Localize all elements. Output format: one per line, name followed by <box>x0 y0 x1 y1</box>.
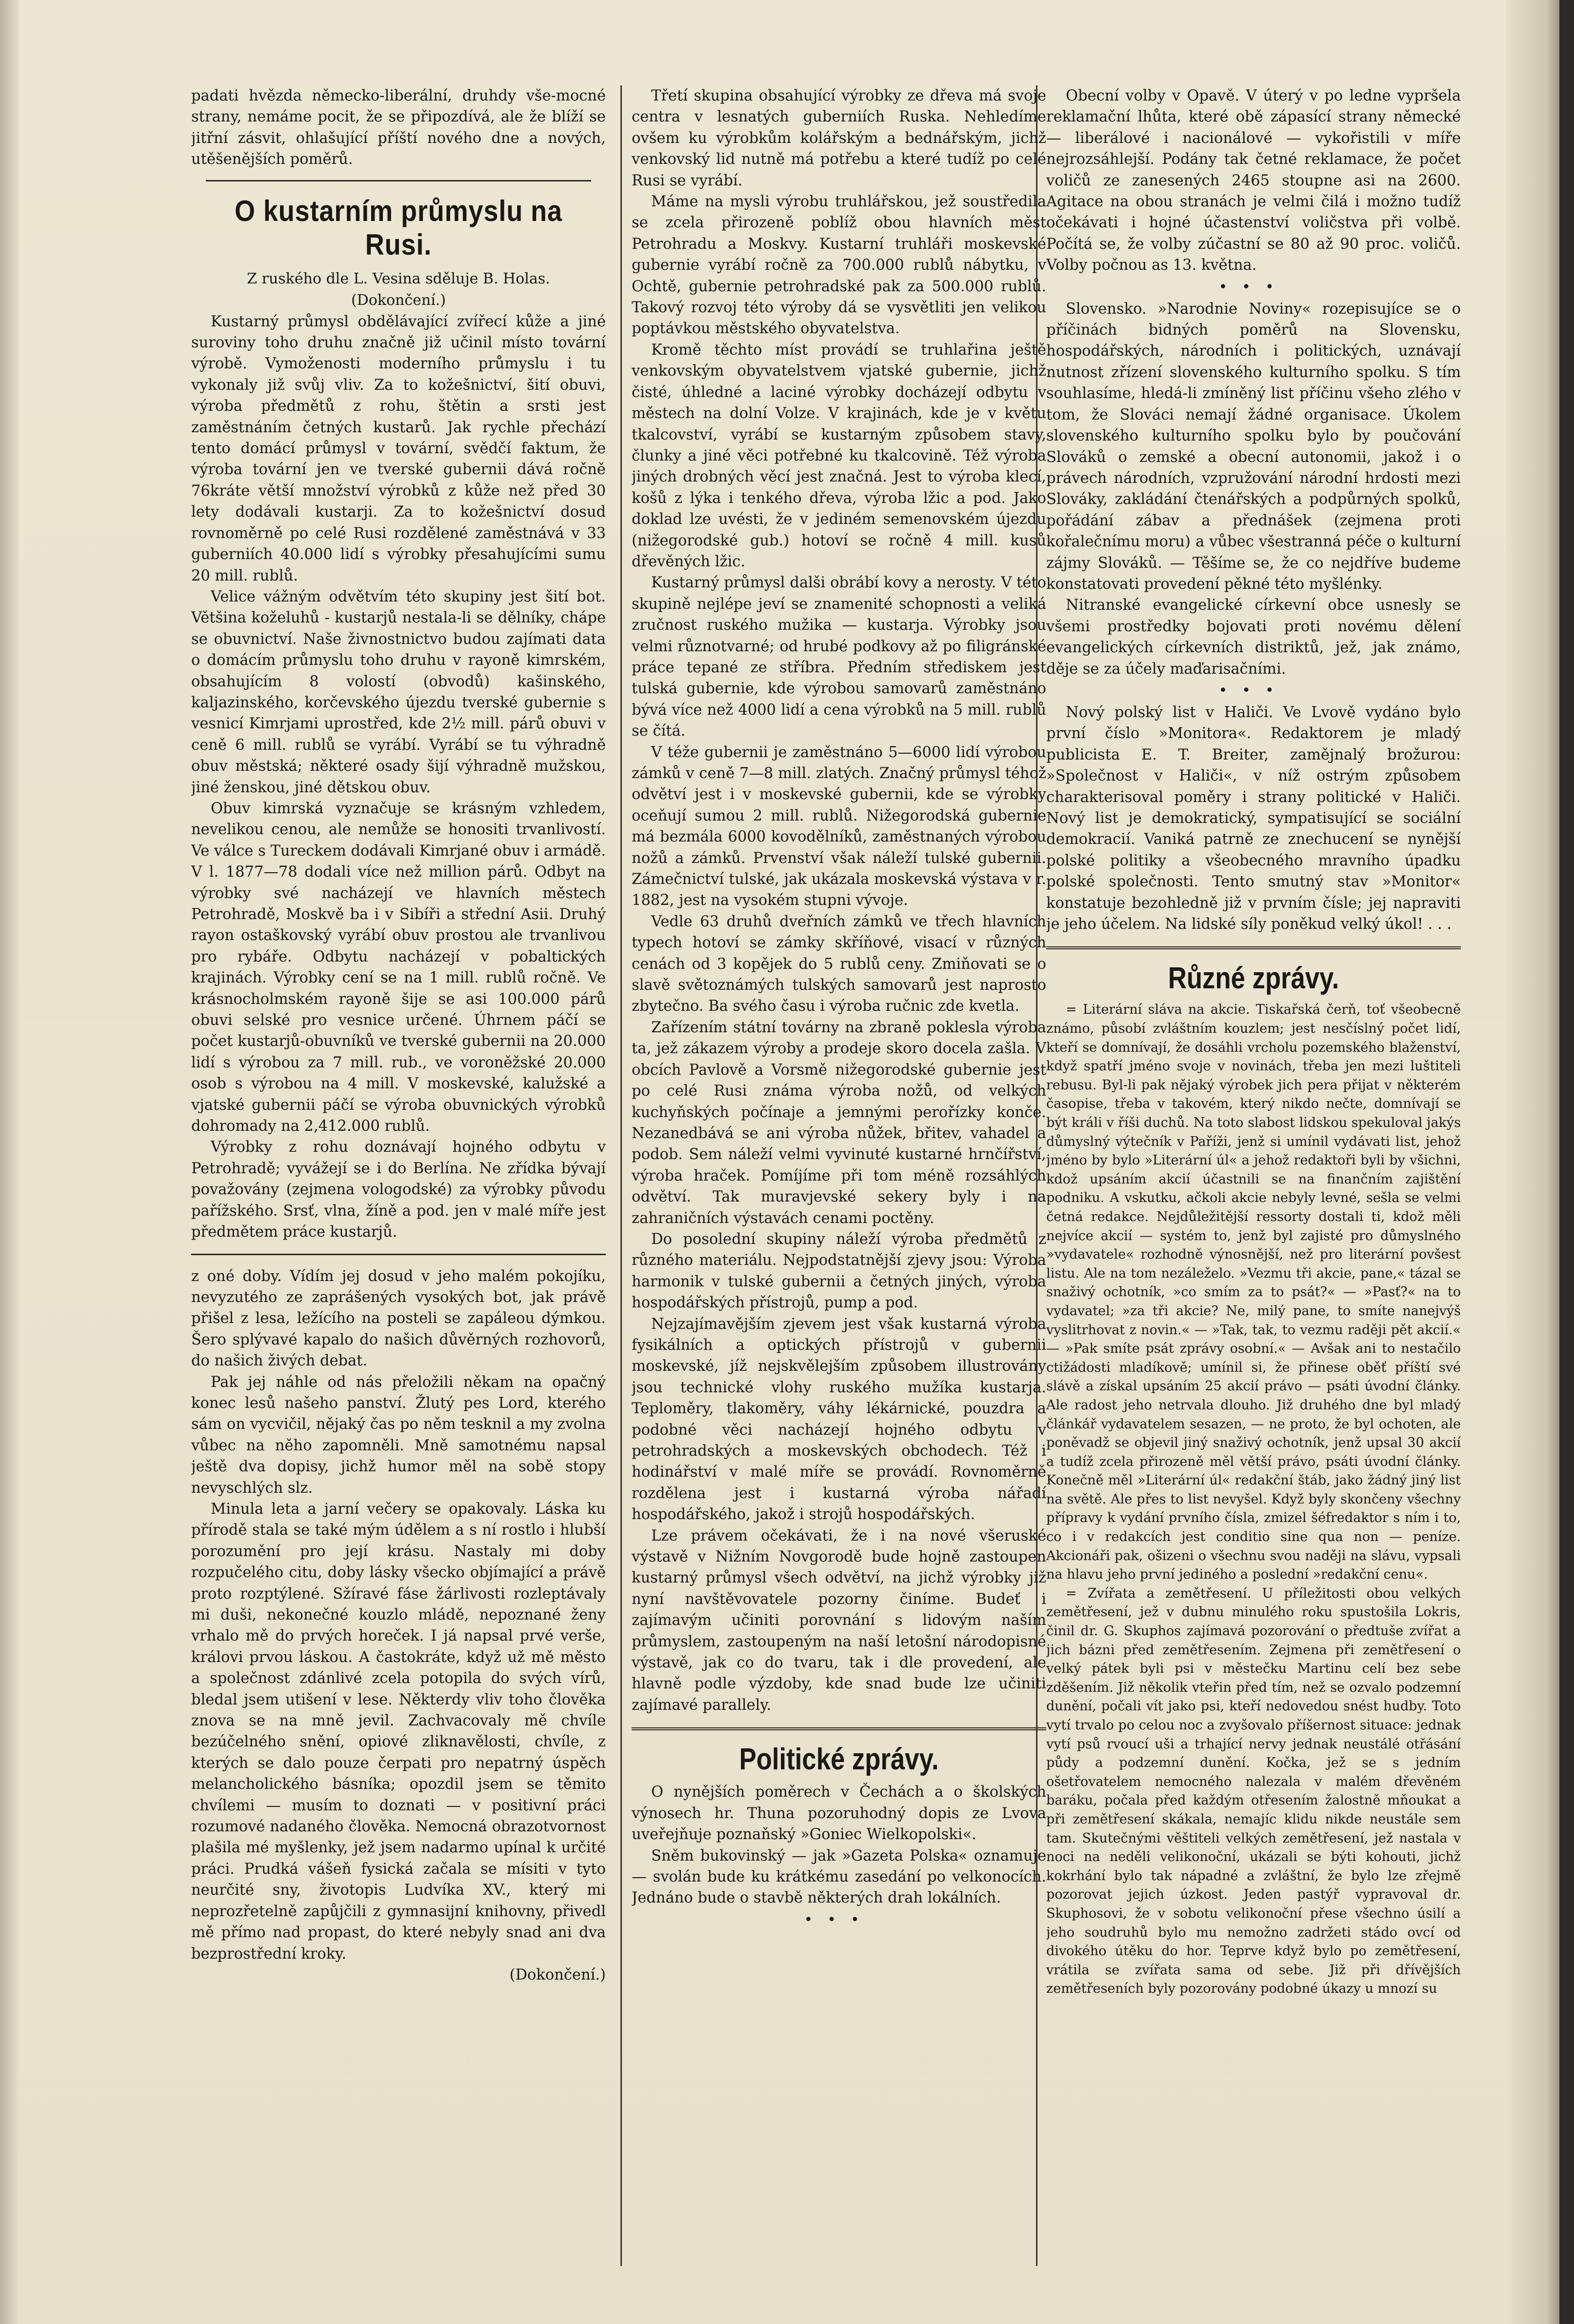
binding-spine <box>1559 0 1574 2324</box>
paragraph: V téže gubernii je zaměstnáno 5—6000 lidí výrobou zámků v ceně 7—8 mill. zlatých. Značný průmysl téhož odvětví jest i v moskevské gubernii, kde se výrobky oceňují sumou 2 mill. rublů. Nižegorodská gubernie má bezmála 6000 kovodělníků, zaměstnaných výrobou nožů a zámků. Prvenství však náleží tulské gubernii. Zámečnictví tulské, jak ukázala moskevská výstava v r. 1882, jest na vysokém stupni vývoje. <box>632 743 1046 909</box>
paragraph: O nynějších poměrech v Čechách a o školských výnosech hr. Thuna pozoruhodný dopis ze Lvova uveřejňuje poznaňský »Goniec Wielkopolski«. <box>632 1783 1046 1843</box>
column-divider <box>620 85 622 2266</box>
paragraph: z oné doby. Vídím jej dosud v jeho malém pokojíku, nevyzutého ze zaprášených vysokých bot, jak právě přišel z lesa, ležícího na posteli se zapáleou dýmkou. Šero splývavé kapalo do našich důvěrných rozhovorů, do našich živých debat. <box>191 1267 606 1370</box>
article-continuation: (Dokončení.) <box>351 291 446 309</box>
paragraph: Pak jej náhle od nás přeložili někam na opačný konec lesů našeho panství. Žlutý pes Lord, kterého sám on vycvičil, nějaký čas po něm tesknil a my zvolna vůbec na něho zapomněli. Mně samotnému napsal ještě dva dopisy, jichž humor měl na sobě stopy nevyschlých slz. <box>191 1373 606 1497</box>
paragraph: Kustarný průmysl dalši obrábí kovy a nerosty. V této skupině nejlépe jeví se znamenité schopnosti a veliká zručnost ruského mužika — kustarja. Výrobky jsou velmi různotvarné; od hrubé podkovy až po filigránské práce tepané ze stříbra. Předním střediskem jest tulská gubernie, kde výrobou samovarů zaměstnáno bývá více než 4000 lidí a cena výrobků na 5 mill. rublů se čítá. <box>632 574 1046 740</box>
paragraph: Nový polský list v Haliči. Ve Lvově vydáno bylo první číslo »Monitora«. Redaktorem je mladý publicista E. T. Breiter, zamějnalý brožurou: »Společnost v Haliči«, v níž ostrým způsobem charakterisoval poměry i strany politické v Haliči. Nový list je demokratický, sympatisující se sociální demokracií. Vaniká patrně ze znechucení se nynější polské politiky a všeobecného mravního úpadku polské společnosti. Tento smutný stav »Monitor« konstatuje bezohledně již v prvním čísle; jej napraviti je jeho účelem. Na lidské síly poněkud velký úkol! . . . <box>1046 703 1461 933</box>
paragraph: = Zvířata a zemětřesení. U příležitosti obou velkých zemětřesení, jež v dubnu minulého roku spustošila Lokris, činil dr. G. Skuphos zajímavá pozorování o předtuše zvířat a jich bázni před zemětřesením. Zejmena při zemětřesení o velký pátek byli psi v městečku Martinu celí bez sebe zděšením. Již několik vteřin před tím, než se ozvalo podzemní dunění, počali vít jako psi, kteří nedovedou snést hudby. Toto vytí trvalo po celou noc a zvyšovalo příšernost situace: jednak vytí psů rvoucí uši a trhající nervy jednak neustálé otřásání půdy a podzemní dunění. Kočka, jež se s jedním ošetřovatelem nemocného nalezala v malém dřevěném baráku, počala před každým otřesením žalostně mňoukat a při zemětřesení skákala, nemajíc klidu nikde neustále sem tam. Skutečnými věštiteli velkých zemětřesení, jež nastala v noci na neděli velikonoční, ukázali se býti kohouti, jichž kokrhání bylo tak nápadné a zvláštní, že bylo lze zřejmě pozorovat jejich úzkost. Jeden pastýř vypravoval dr. Skuphosovi, že v sobotu velikonoční přese všechno úsilí a jeho soudruhů bylo mu nemožno zadržeti stádo ovcí od divokého útěku do hor. Teprve když bylo po zemětřesení, vrátila se zvířata sama od sebe. Již při dřívějších zemětřeseních byly pozorovány podobné úkazy u mnozí su <box>1046 1585 1461 1997</box>
paragraph: Do posolední skupiny náleží výroba předmětů z různého materiálu. Nejpodstatnější zjevy jsou: Výroba harmonik v tulské gubernii a četných jiných, výroba hospodářských přístrojů, pump a pod. <box>632 1230 1046 1312</box>
paragraph: Velice vážným odvětvím této skupiny jest šití bot. Většina koželuhů - kustarjů nestala-li se dělníky, chápe se obuvnictví. Naše živnostnictvo budou zajímati data o domácím průmyslu toho druhu v rayoně kimrském, obsahujícím 8 volostí (obvodů) kašinského, kaljazinského, korčevského újezdu tverské gubernie s vesnicí Kimrjami uprostřed, kde 2½ mill. párů obuvi v ceně 6 mill. rublů se vyrábí. Vyrábí se tu výhradně obuv městská; některé osady šijí výhradně mužskou, jiné ženskou, jiné dětskou obuv. <box>191 588 606 796</box>
feuilleton-rule <box>191 1254 606 1255</box>
column-3 <box>1046 85 1461 1999</box>
section-rule <box>632 1727 1046 1730</box>
page-right-edge <box>1506 0 1574 2324</box>
paragraph: Kustarný průmysl obdělávající zvířecí kůže a jiné suroviny toho druhu značně již učinil místo tovární výrobě. Vymoženosti moderního průmyslu i tu vykonaly již svůj vliv. Za to kožešnictví, šití obuvi, výroba předmětů z rohu, štětin a srsti jest zaměstnáním četných kustarů. Jak rychle přechází tento domácí průmysl v tovární, svědčí faktum, že výroba tovární jen ve tverské gubernii dává ročně 76kráte větší množství výrobků z kůže než před 30 lety dodávali kustarji. Za to kožešnictví dosud rovnoměrně po celé Rusi rozdělené zaměstnává v 33 guberniích 40.000 lidí s výrobky přesahujícími sumu 20 mill. rublů. <box>191 313 606 584</box>
section-title: Různé zprávy. <box>1168 962 1339 996</box>
article-byline: Z ruského dle L. Vesina sděluje B. Holas. <box>247 270 550 287</box>
article-title: O kustarním průmyslu na Rusi. <box>235 194 562 261</box>
separator <box>206 180 591 181</box>
section-rule <box>1046 946 1461 949</box>
paragraph: Nitranské evangelické církevní obce usnesly se všemi prostředky bojovati proti novému dělení evangelických církevních distriktů, jež, jak známo, děje se za účely maďarisačními. <box>1046 597 1461 678</box>
paragraph: Slovensko. »Narodnie Noviny« rozepisujíce se o příčinách bidných poměrů na Slovensku, hospodářských, národních i politických, uznávají nutnost zřízení slovenského kulturního spolku. S tím souhlasíme, hledá-li zmíněný list příčinu všeho zlého v tom, že Slováci nemají žádné organisace. Úkolem slovenského kulturního spolku bylo by poučování Slováků o zemské a obecní autonomii, jakož i o právech národních, vzpružování národní hrdosti mezi Slováky, zakládání čtenářských a podpůrných spolků, pořádání zábav a přednášek (zejmena proti kořalečnímu moru) a vůbec všestranná péče o kulturní zájmy Slováků. — Těšíme se, že co nejdříve budeme konstatovati provedení pěkné této myšlénky. <box>1046 300 1461 593</box>
paragraph: Obecní volby v Opavě. V úterý v po ledne vypršela reklamační lhůta, které obě zápasící strany německé — liberálové i nacionálové — vykořistili v míře nejrozsáhlejší. Podány tak četné reklamace, že počet voličů ze zanesených 2465 stoupne asi na 2600. Agitace na obou stranách je velmi čilá i možno tudíž očekávati i hojné účastenství voličstva při volbě. Počítá se, že volby zúčastní se 80 až 90 proc. voličů. Volby počnou as 13. května. <box>1046 87 1461 274</box>
paragraph: Zařízením státní továrny na zbraně poklesla výroba ta, jež zákazem výroby a prodeje skoro docela zašla. V obcích Pavlově a Vorsmě nižegorodské gubernie jest po celé Rusi známa výroba nožů, od velkých kuchyňských počínaje a jemnými perořízky konče. Nezanedbává se ani výroba nůžek, břitev, vahadel a podob. Sem náleží velmi vyvinuté kustarné hrnčířství, výroba hraček. Pomíjíme při tom méně rozsáhlých odvětví. Tak muravjevské sekery byly i na zahraničních výstavách cenami poctěny. <box>632 1019 1046 1227</box>
paragraph: Nejzajímavějším zjevem jest však kustarná výroba fysikálních a optických přístrojů v gubernii moskevské, jíž nejskvělejším způsobem illustrovány jsou technické vlohy ruského mužíka kustarja. Teploměry, tlakoměry, váhy lékárnické, pouzdra a podobné věci nacházejí hojného odbytu v petrohradských a moskevských obchodech. Též i hodinářství v malé míře se provádí. Rovnoměrně rozdělena jest i kustarná výroba nářadí hospodářského, jakož i strojů hospodářských. <box>632 1315 1046 1523</box>
separator-stars: ••• <box>1218 681 1289 699</box>
column-1 <box>191 85 606 1985</box>
paragraph: Obuv kimrská vyznačuje se krásným vzhledem, nevelikou cenou, ale nemůže se honositi trvanlivostí. Ve válce s Tureckem dodávali Kimrjané obuv i armádě. V l. 1877—78 dodali více než million párů. Odbyt na výrobky své nacházejí ve hlavních městech Petrohradě, Moskvě ba i v Sibíři a střední Asii. Druhý rayon ostaškovský vyrábí obuv prostou ale trvanlivou pro rybáře. Odbytu nacházejí v pobaltických krajinách. Výrobky cení se na 1 mill. rublů ročně. Ve krásnocholmském rayoně šije se asi 100.000 párů obuvi selské pro vesnice určené. Úhrnem páčí se počet kustarjů-obuvníků ve tverské gubernii na 20.000 lidí s výrobou za 7 mill. rub., ve voroněžské 20.000 osob s výrobou na 4 mill. V moskevské, kalužské a vjatské gubernii páčí se výroba obuvnických výrobků dohromady na 2,412.000 rublů. <box>191 800 606 1135</box>
paragraph: Výrobky z rohu doznávají hojného odbytu v Petrohradě; vyvážejí se i do Berlína. Ne zřídka bývají považovány (zejmena vologodské) za výrobky původu pařížského. Srsť, vlna, žíně a pod. jen v malé míře jest předmětem práce kustarjů. <box>191 1139 606 1241</box>
paragraph: Kromě těchto míst provádí se truhlařina ještě venkovským obyvatelstvem vjatské gubernie, jichž čisté, úhledné a laciné výrobky docházejí odbytu v městech na dolní Volze. V krajinách, kde je v květu tkalcovství, vyrábí se kustarným způsobem stavy, člunky a jiné věci potřebné ku tkalcovině. Též výroba jiných drobných věcí jest značná. Jest to výroba klecí, košů z lýka i tenkého dřeva, výroba lžic a pod. Jako doklad lze uvésti, že v jediném semenovském újezdu (nižegorodské gub.) hotoví se ročně 4 mill. kusů dřevěných lžic. <box>632 341 1046 570</box>
paragraph: Lze právem očekávati, že i na nové všeruské výstavě v Nižním Novgorodě bude hojně zastoupen kustarný průmysl všech odvětví, na jichž výrobky již nyní navštěvovatele pozorny činíme. Budeť i zajímavým učiniti porovnání s lidovým naším průmyslem, zastoupeným na naší letošní národopisné výstavě, jak co do tvaru, tak i dle provedení, ale hlavně podle výzdoby, kde snad bude lze učiniti zajímavé parallely. <box>632 1527 1046 1714</box>
column-2 <box>632 85 1046 1931</box>
paragraph: Sněm bukovinský — jak »Gazeta Polska« oznamuje — svolán bude ku krátkému zasedání po velkonocích. Jednáno bude o stavbě některých drah lokálních. <box>632 1847 1046 1907</box>
paragraph: Minula leta a jarní večery se opakovaly. Láska ku přírodě stala se také mým údělem a s ní rostlo i hlubší porozumění pro její krásu. Nastaly mi doby rozpučelého citu, doby lásky všecko objímající a právě proto rozptýlené. Sžíravé fáse žárlivosti rozleptávaly mi duši, nekonečné kouzlo mládě, nepoznané ženy vrhalo mě do prvých horeček. I já napsal prvé verše, královi prvou láskou. A častokráte, když už mě město a společnost zdánlivé zcela potopila do svých vírů, bledal jsem utišení v lese. Některdy vliv toho člověka znova se na mně jevil. Zachvacovaly mě chvíle bezúčelného snění, opiové zliknavělosti, chvíle, z kterých se dalo pouze čerpati pro nepatrný úspěch melancholického básníka; opozdil jsem se těmito chvílemi — musím to doznati — v positivní práci rozumové nadaného člověka. Nemocná obrazotvornost plašila mé myšlenky, jež jsem nadarmo upínal k určité práci. Prudká vášeň fysická začala se mísiti v tyto neurčité sny, životopis Ludvíka XV., který mi neprozřetelně zapůjčili z gymnasijní knihovny, přivedl mě přímo nad propast, do které nebyly snad ani dva bezprostřední kroky. <box>191 1500 606 1963</box>
page-left-edge <box>0 0 20 2324</box>
continuation-note: (Dokončení.) <box>509 1966 606 1983</box>
paragraph: Vedle 63 druhů dveřních zámků ve třech hlavních typech hotoví se zámky skříňové, visací v různých cenách od 3 kopějek do 5 rublů ceny. Zmiňovati se o slavě světoznámých tulských samovarů jest naprosto zbytečno. Ba svého času i výroba ručnic zde kvetla. <box>632 913 1046 1015</box>
separator-stars: ••• <box>804 1911 874 1928</box>
paragraph: Třetí skupina obsahující výrobky ze dřeva má svoje centra v lesnatých guberniích Ruska. Nehledíme ovšem ku výrobkům kolářským a bednářským, jichž venkovský lid nutně má potřebu a které tudíž po celé Rusi se vyrábí. <box>632 87 1046 189</box>
separator-stars: ••• <box>1218 278 1289 296</box>
paragraph: padati hvězda německo-liberální, druhdy vše-mocné strany, nemáme pocit, že se připozdívá, ale že blíží se jitřní zásvit, ohlašující příští nového dne a nových, utěšenějších poměrů. <box>191 87 606 168</box>
paragraph: Máme na mysli výrobu truhlářskou, jež soustředila se zcela přirozeně poblíž obou hlavních měst Petrohradu a Moskvy. Kustarní truhláři moskevské gubernie vyrábí ročně za 700.000 rublů nábytku, v Ochtě, gubernie petrohradské pak za 500.000 rublů. Takový rozvoj této výroby dá se vysvětliti jen velikou poptávkou městského obyvatelstva. <box>632 193 1046 338</box>
paragraph: = Literární sláva na akcie. Tiskařská čerň, toť všeobecně známo, působí zvláštním kouzlem; jest nesčíslný počet lidí, kteří se domnívají, že dosáhli vrcholu pozemského blaženství, když spatří jméno svoje v novinách, třeba jen mezi luštiteli rebusu. Byl-li pak nějaký výrobek jich pera přijat v některém časopise, třeba v takovém, který nikdo nečte, domnívají se být králi v říši duchů. Na toto slabost lidskou spekuloval jakýs důmyslný výtečník v Paříži, jenž si umínil vydávati list, jehož jméno by bylo »Literární úl« a jehož redaktoři byli by všichni, kdož upsáním akcií účastnili se na finančním zajištění podniku. A vskutku, ačkoli akcie nebyly levné, sešla se velmi četná redakce. Nejdůležitější ressorty dostali ti, kdož měli nejvíce akcií — systém to, jenž byl zajisté pro důmyslného »vydavatele« rozhodně výnosnější, než pro literární povšest listu. Ale na tom nezáleželo. »Vezmu tři akcie, pane,« tázal se snaživý ochotník, »co smím za to psát?« — »Pasť?« na to vydavatel; »za tři akcie? Ne, milý pane, to smíte nanejvýš vyslitrhovat z novin.« — »Tak, tak, to vezmu raději pět akcií.« — »Pak smíte psát zprávy osobní.« — Avšak ani to nestačilo ctižádosti mladíkově; umínil si, že přinese oběť příští své slávě a získal upsáním 25 akcií právo — psáti úvodní články. Ale radost jeho netrvala dlouho. Již druhého dne byl mladý článkář vydavatelem sesazen, — ne proto, že byl ochoten, ale poněvadž se objevil jiný snaživý ochotník, jenž upsal 30 akcií a tudíž zcela přirozeně měl větší právo, psáti úvodní články. Konečně měl »Literární úl« redakční štáb, jako žádný jiný list na světě. Ale přes to list nevyšel. Když byly skončeny všechny přípravy k vydání prvního čísla, zmizel šéfredaktor s ním i to, co i v redakcích jest conditio sine qua non — peníze. Akcionáři pak, ošizeni o všechnu svou naději na slávu, vypsali na hlavu jeho první jediného a poslední »redakční cenu«. <box>1046 1002 1461 1583</box>
section-title: Politické zprávy. <box>739 1743 939 1777</box>
